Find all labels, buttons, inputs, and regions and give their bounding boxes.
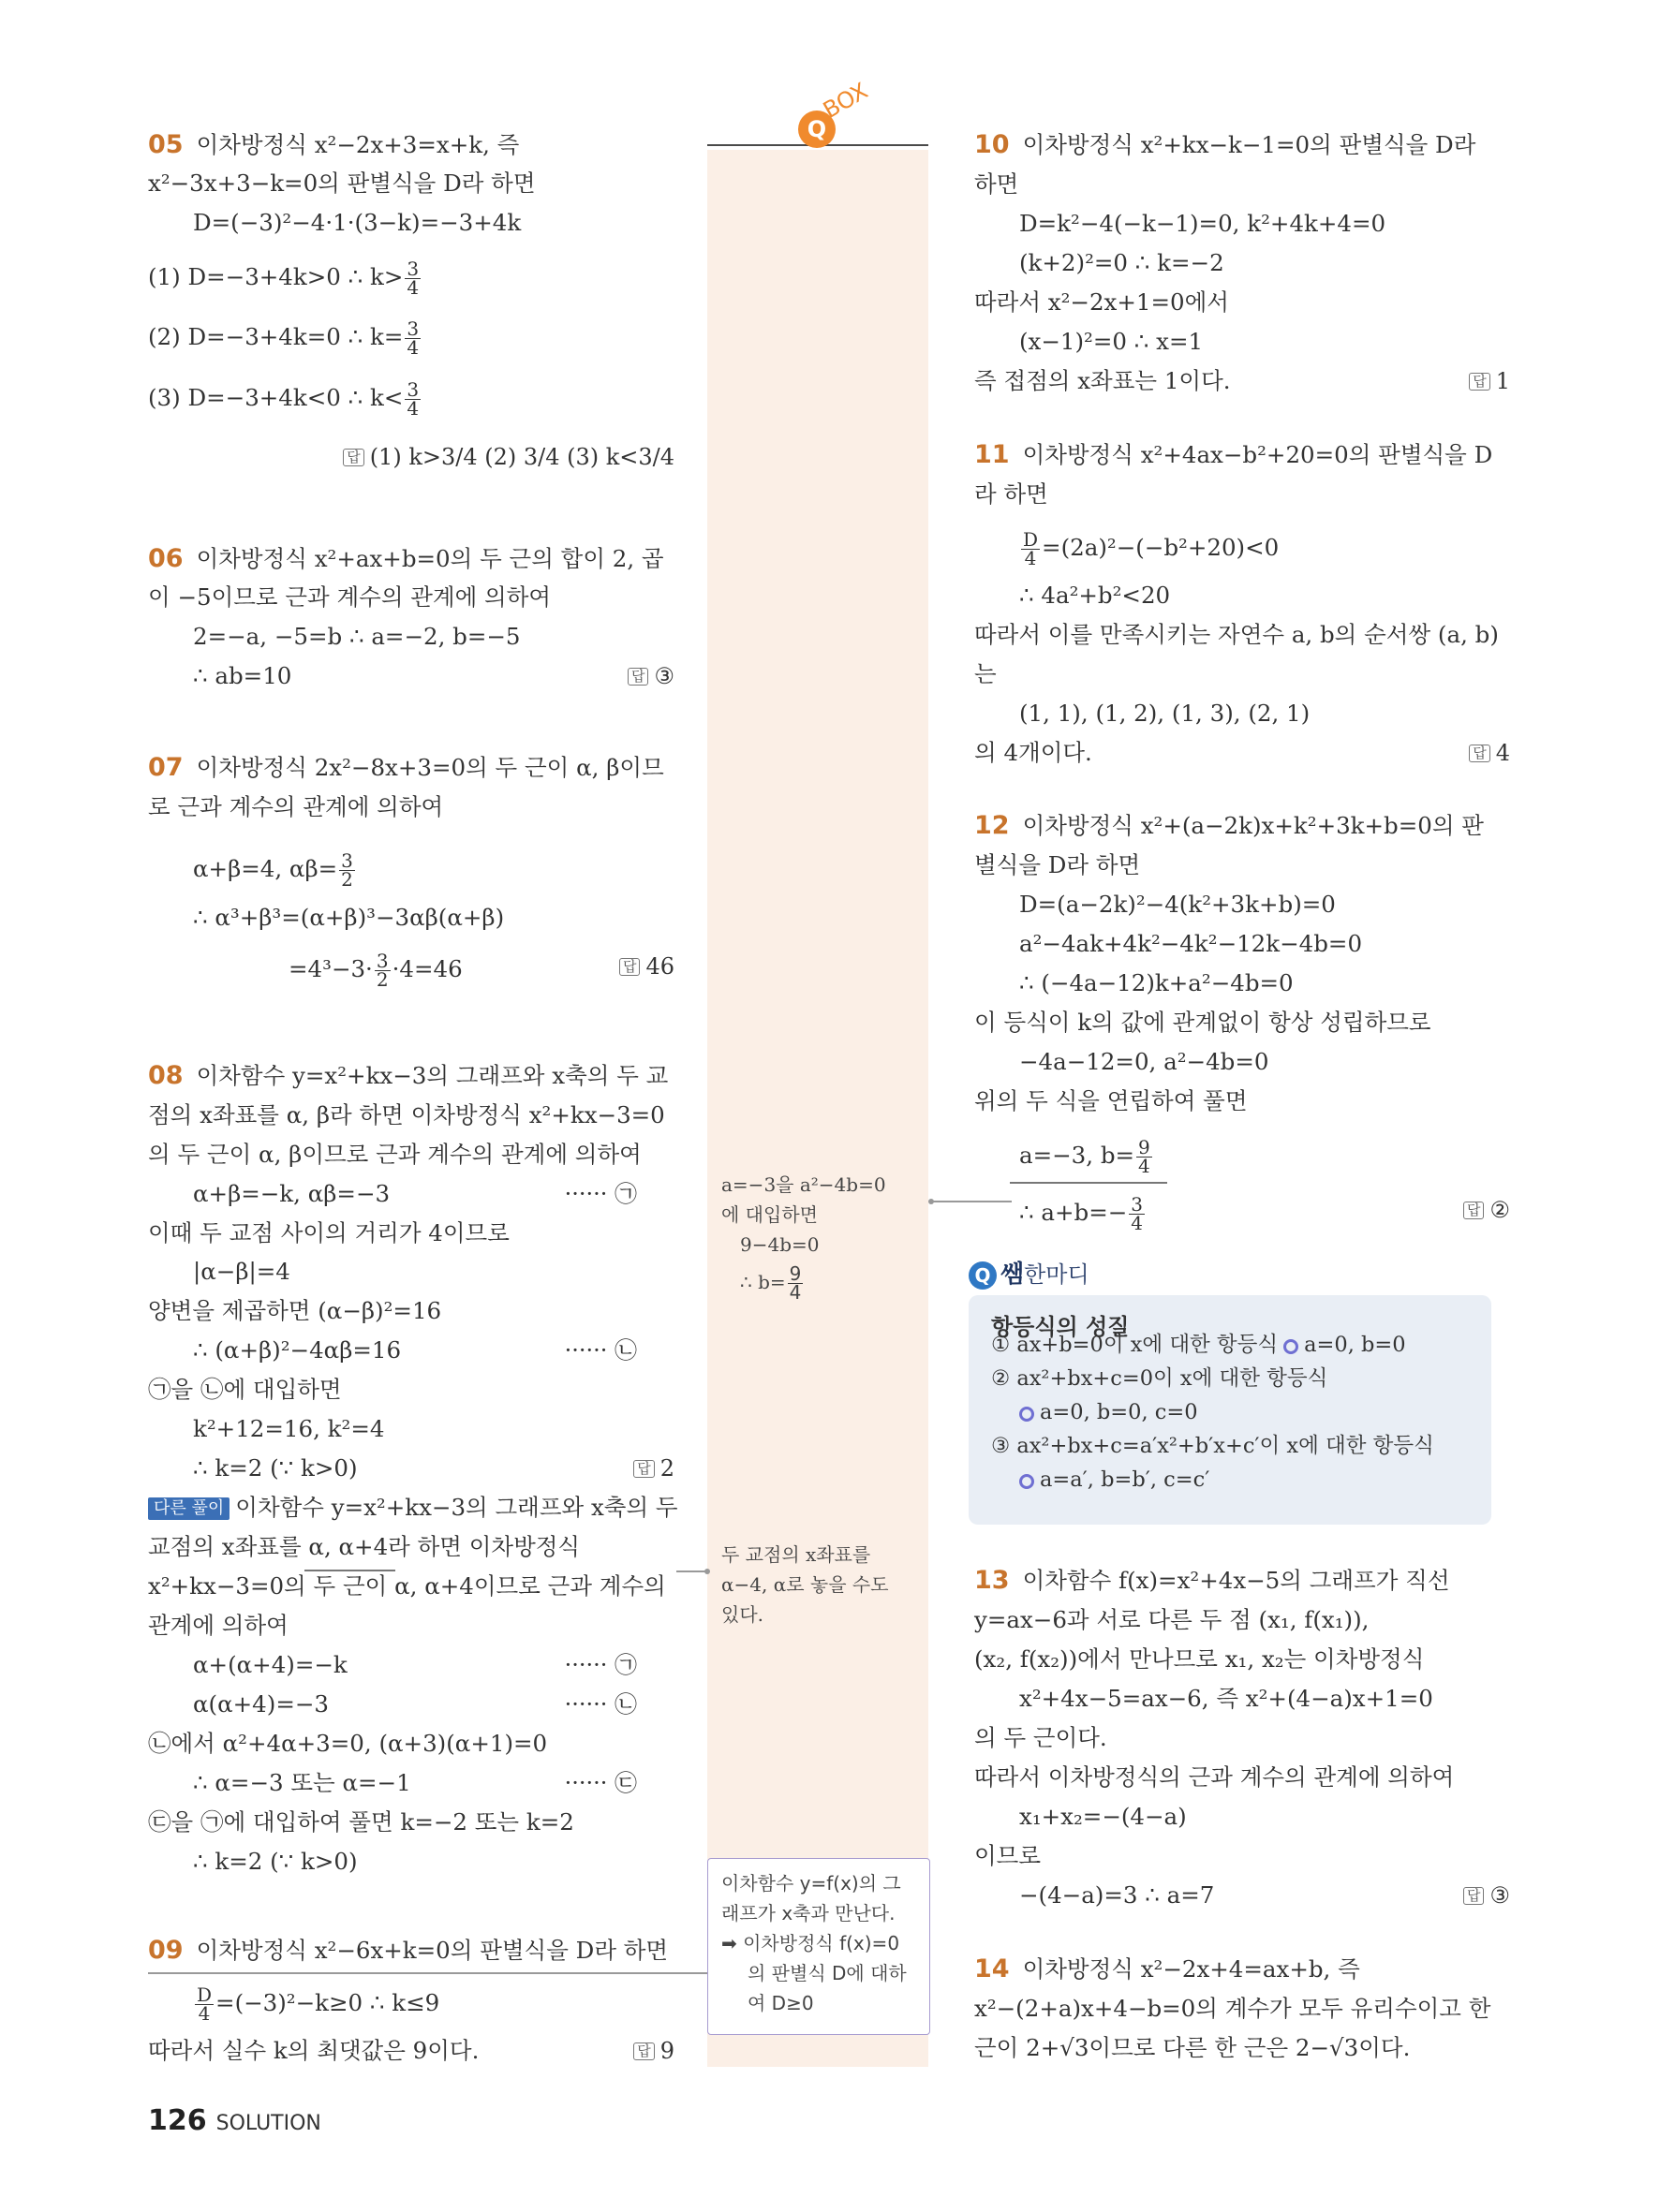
fraction [375, 952, 391, 989]
side-note-box-line: 여 D≥0 [748, 1992, 814, 2014]
side-note-text: α−4, α로 놓을 수도 [721, 1573, 889, 1596]
problem-number: 10 [974, 130, 1010, 159]
left-line-text: 의 두 근이 α, β이므로 근과 계수의 관계에 의하여 [148, 1141, 642, 1168]
left-line [193, 1454, 358, 1482]
right-line [974, 1645, 1424, 1674]
left-line-text: α+(α+4)=−k [193, 1651, 348, 1678]
answer-icon: 답 [1469, 373, 1490, 391]
left-line [193, 1983, 440, 2025]
right-line-text: y=ax−6과 서로 다른 두 점 (x₁, f(x₁)), [974, 1606, 1370, 1633]
fraction-denominator: 4 [407, 397, 420, 420]
right-line-text: 이 등식이 k의 값에 관계없이 항상 성립하므로 [974, 1009, 1431, 1036]
tip-line [991, 1331, 1406, 1359]
left-line-text: 양변을 제곱하면 (α−β)²=16 [148, 1297, 442, 1324]
fraction-numerator: D [1023, 528, 1039, 551]
right-line-text: 하면 [974, 170, 1019, 198]
fraction-denominator: 4 [407, 276, 420, 299]
left-line-text: 이차함수 y=x²+kx−3의 그래프와 x축의 두 교 [196, 1062, 669, 1089]
right-line-text: x₁+x₂=−(4−a) [1019, 1803, 1187, 1830]
right-line-text: =(2a)²−(−b²+20)<0 [1042, 534, 1280, 561]
right-line [974, 1606, 1369, 1634]
right-line-text: (x−1)²=0 ∴ x=1 [1019, 328, 1204, 355]
left-line [148, 131, 519, 159]
fraction [405, 260, 421, 297]
answer [633, 2037, 674, 2065]
fraction-denominator: 2 [376, 968, 389, 991]
left-line-text: 이 −5이므로 근과 계수의 관계에 의하여 [148, 583, 552, 611]
left-line-text: 이차함수 y=x²+kx−3의 그래프와 x축의 두 [235, 1494, 678, 1521]
right-line [1019, 249, 1224, 277]
right-line-text: 즉 접점의 x좌표는 1이다. [974, 367, 1231, 394]
left-line [193, 1180, 390, 1208]
side-note-box-line: 이차함수 y=f(x)의 그 [721, 1872, 901, 1895]
left-line-text: α+β=4, αβ= [193, 855, 338, 882]
tip-header-rest: 한마디 [1024, 1261, 1089, 1288]
tip-header [969, 1255, 1089, 1290]
equation-mark: ······ ㉠ [564, 1652, 637, 1678]
left-line-text: k²+12=16, k²=4 [193, 1415, 385, 1442]
left-line-text: x²+kx−3=0의 두 근이 α, α+4이므로 근과 계수의 [148, 1572, 666, 1600]
right-line-text: 의 두 근이다. [974, 1724, 1107, 1751]
answer-text: 4 [1495, 740, 1510, 766]
fraction-denominator: 4 [198, 2002, 211, 2025]
left-line-text: ∴ α=−3 또는 α=−1 [193, 1769, 411, 1796]
tip-title: 항등식의 성질 [991, 1314, 1130, 1340]
right-line [1019, 1193, 1147, 1234]
right-line-text: 이차방정식 x²+kx−k−1=0의 판별식을 D라 [1022, 131, 1476, 158]
right-line-text: (x₂, f(x₂))에서 만나므로 x₁, x₂는 이차방정식 [974, 1645, 1425, 1673]
left-line-text: (1) D=−3+4k>0 ∴ k> [148, 263, 404, 290]
side-note-line [740, 1231, 820, 1259]
left-line-text: 이차방정식 x²+ax+b=0의 두 근의 합이 2, 곱 [196, 545, 664, 572]
left-line [193, 1848, 358, 1876]
left-line [148, 378, 422, 420]
answer [343, 443, 674, 471]
equation-mark: ······ ㉡ [564, 1691, 637, 1718]
page-number: 126 [148, 2104, 207, 2137]
left-line [148, 1376, 342, 1404]
right-line-text: (1, 1), (1, 2), (1, 3), (2, 1) [1019, 700, 1311, 727]
left-line-text: α+β=−k, αβ=−3 [193, 1180, 391, 1207]
implies-icon [1019, 1474, 1034, 1489]
side-note-line [721, 1571, 889, 1599]
answer-text: 46 [645, 953, 674, 980]
fraction-denominator: 4 [789, 1281, 802, 1304]
left-line-text: ·4=46 [392, 955, 463, 982]
right-line [974, 739, 1092, 767]
implies-icon [1019, 1407, 1034, 1422]
fraction-numerator: D [197, 1983, 213, 2006]
left-line [148, 317, 422, 359]
equation-mark: ······ ㉠ [564, 1181, 637, 1207]
left-line [148, 1494, 678, 1522]
answer-icon: 답 [343, 449, 364, 466]
side-note-text: ∴ b= [740, 1271, 786, 1293]
left-line [193, 1690, 329, 1718]
left-line [148, 1297, 441, 1325]
fraction-denominator: 4 [1138, 1155, 1150, 1177]
right-line-text: 따라서 이차방정식의 근과 계수의 관계에 의하여 [974, 1763, 1455, 1791]
fraction [1136, 1136, 1152, 1177]
left-line [193, 1415, 384, 1443]
right-line [1019, 1048, 1268, 1076]
tip-line [1014, 1466, 1209, 1494]
side-note-line [721, 1541, 870, 1569]
equation-mark: ······ ㉢ [564, 1770, 637, 1796]
answer-text: 9 [659, 2038, 674, 2064]
underline [1010, 1182, 1167, 1184]
left-line [148, 1141, 642, 1169]
tip-line-text: ① ax+b=0이 x에 대한 항등식 [991, 1333, 1279, 1357]
answer [1469, 367, 1510, 395]
tip-line [1014, 1398, 1198, 1426]
problem-number: 13 [974, 1566, 1010, 1595]
left-line-text: α(α+4)=−3 [193, 1690, 329, 1718]
connector-line [931, 1201, 1012, 1202]
left-line-text: ∴ k=2 (∵ k>0) [193, 1848, 358, 1875]
right-line [974, 367, 1231, 395]
right-line-text: x²−(2+a)x+4−b=0의 계수가 모두 유리수이고 한 [974, 1995, 1491, 2022]
left-line [193, 1336, 401, 1364]
side-note-line [740, 1262, 805, 1304]
right-line-text: 위의 두 식을 연립하여 풀면 [974, 1087, 1248, 1114]
fraction [339, 849, 355, 891]
right-line-text: 는 [974, 660, 997, 687]
right-line [974, 170, 1018, 199]
right-line-text: −(4−a)=3 ∴ a=7 [1019, 1881, 1215, 1909]
fraction-denominator: 4 [407, 336, 420, 359]
left-line [193, 209, 521, 237]
answer-icon: 답 [633, 1460, 655, 1478]
left-line-text: ∴ α³+β³=(α+β)³−3αβ(α+β) [193, 904, 505, 931]
right-line-text: ∴ a+b=− [1019, 1199, 1128, 1226]
fraction-numerator: 3 [407, 258, 420, 280]
left-line-text: ㉡에서 α²+4α+3=0, (α+3)(α+1)=0 [148, 1730, 548, 1757]
left-line [193, 904, 504, 932]
answer-text: 2 [659, 1455, 674, 1482]
right-line [1019, 700, 1310, 728]
right-line [1019, 1803, 1187, 1831]
problem-number: 12 [974, 811, 1010, 840]
problem-number: 14 [974, 1954, 1010, 1983]
answer-icon: 답 [1469, 745, 1490, 762]
right-line [1019, 1881, 1214, 1910]
left-line [148, 754, 664, 782]
right-line [1019, 891, 1336, 919]
right-line [974, 621, 1499, 649]
side-note-text: 9−4b=0 [740, 1233, 820, 1256]
left-line-text: 이차방정식 x²−6x+k=0의 판별식을 D라 하면 [196, 1937, 669, 1964]
right-line-text: 이차함수 f(x)=x²+4x−5의 그래프가 직선 [1022, 1567, 1450, 1594]
side-note-box [707, 1858, 930, 2035]
left-line-text: 관계에 의하여 [148, 1612, 289, 1639]
fraction-denominator: 4 [1131, 1212, 1143, 1234]
left-line [148, 170, 536, 198]
right-line [974, 1842, 1041, 1870]
answer [633, 1454, 674, 1482]
right-line-text: 따라서 이를 만족시키는 자연수 a, b의 순서쌍 (a, b) [974, 621, 1499, 648]
answer-text: ③ [1489, 1882, 1510, 1909]
right-line-text: 별식을 D라 하면 [974, 851, 1141, 878]
right-line [974, 441, 1492, 469]
left-line [193, 1651, 348, 1679]
right-line-text: D=(a−2k)²−4(k²+3k+b)=0 [1019, 891, 1336, 918]
answer [619, 952, 674, 981]
right-line [1019, 1685, 1433, 1713]
fraction [195, 1983, 214, 2025]
qbox-side-strip [707, 150, 928, 2067]
right-line [974, 480, 1048, 509]
left-line [193, 849, 357, 891]
tip-line-text: ② ax²+bx+c=0이 x에 대한 항등식 [991, 1366, 1328, 1391]
fraction-numerator: 3 [407, 317, 420, 340]
fraction-numerator: 3 [1131, 1193, 1143, 1216]
fraction-numerator: 9 [789, 1262, 802, 1285]
right-line [1019, 969, 1294, 997]
left-line [148, 1572, 666, 1600]
right-line [974, 131, 1475, 159]
right-line [1019, 528, 1280, 569]
left-line [148, 1937, 668, 1965]
answer-text: 1 [1495, 368, 1510, 394]
left-line [148, 1062, 668, 1090]
side-note-box-line: 래프가 x축과 만난다. [721, 1902, 896, 1924]
left-line [148, 1808, 574, 1836]
left-line-text: ㉠을 ㉡에 대입하면 [148, 1376, 342, 1403]
left-line [289, 952, 463, 989]
fraction-numerator: 3 [341, 849, 353, 872]
answer-icon: 답 [1463, 1887, 1485, 1905]
fraction-numerator: 3 [407, 378, 420, 401]
right-line [974, 1955, 1360, 1983]
fraction [788, 1262, 804, 1304]
right-line [1019, 930, 1362, 958]
right-line [974, 812, 1484, 840]
left-line [148, 1730, 547, 1758]
right-line-text: −4a−12=0, a²−4b=0 [1019, 1048, 1269, 1075]
right-line-text: x²+4x−5=ax−6, 즉 x²+(4−a)x+1=0 [1019, 1685, 1433, 1712]
underline [304, 1570, 395, 1571]
left-line [148, 583, 551, 612]
right-line [1019, 1136, 1154, 1177]
connector-line [148, 1972, 707, 1974]
q-icon: Q [969, 1261, 997, 1290]
fraction-numerator: 9 [1138, 1136, 1150, 1158]
right-line-text: (k+2)²=0 ∴ k=−2 [1019, 249, 1224, 276]
qbox-word: BOX [819, 77, 873, 124]
equation-mark: ······ ㉡ [564, 1337, 637, 1364]
left-line [148, 545, 664, 573]
qbox-logo-icon: Q [798, 111, 836, 148]
right-line-text: 의 4개이다. [974, 739, 1092, 766]
answer-icon: 답 [628, 668, 649, 686]
answer [1463, 1196, 1510, 1224]
answer-icon: 답 [633, 2042, 655, 2060]
left-line [193, 1258, 290, 1286]
answer [1469, 739, 1510, 767]
left-line-text: (3) D=−3+4k<0 ∴ k< [148, 384, 404, 411]
right-line-text: 근이 2+√3이므로 다른 한 근은 2−√3이다. [974, 2034, 1411, 2061]
right-line-text: a²−4ak+4k²−4k²−12k−4b=0 [1019, 930, 1363, 957]
right-line-text: 이차방정식 x²+4ax−b²+20=0의 판별식을 D [1022, 441, 1493, 468]
left-line-text: 이차방정식 x²−2x+3=x+k, 즉 [196, 131, 520, 158]
right-line-text: a=−3, b= [1019, 1142, 1135, 1169]
problem-number: 06 [148, 544, 184, 573]
right-line [974, 1087, 1248, 1115]
left-line-text: ∴ (α+β)²−4αβ=16 [193, 1336, 402, 1364]
answer-icon: 답 [619, 958, 641, 976]
side-note-box-line: ➡ 이차방정식 f(x)=0 [721, 1932, 900, 1954]
left-line-text: 따라서 실수 k의 최댓값은 9이다. [148, 2037, 480, 2064]
right-line-text: 따라서 x²−2x+1=0에서 [974, 288, 1229, 316]
alt-solution-tag: 다른 풀이 [148, 1497, 230, 1520]
tip-line-result: a=0, b=0 [1304, 1333, 1406, 1357]
side-note-line [721, 1171, 886, 1199]
left-line [193, 623, 520, 651]
right-line [974, 1724, 1107, 1752]
fraction [1129, 1193, 1145, 1234]
page-footer [148, 2104, 321, 2137]
left-line-text: x²−3x+3−k=0의 판별식을 D라 하면 [148, 170, 536, 197]
left-line [148, 1612, 289, 1640]
page-label: SOLUTION [215, 2112, 321, 2135]
left-line-text: =(−3)²−k≥0 ∴ k≤9 [215, 1989, 440, 2016]
left-line [148, 260, 422, 297]
problem-number: 08 [148, 1061, 184, 1090]
right-line [974, 660, 997, 688]
implies-icon [1283, 1339, 1298, 1354]
right-line [974, 288, 1229, 317]
side-note-box-line: 의 판별식 D에 대하 [748, 1962, 907, 1984]
tip-line-result: a=0, b=0, c=0 [1040, 1400, 1198, 1424]
side-note-text: 두 교점의 x좌표를 [721, 1543, 871, 1566]
left-line-text: 이때 두 교점 사이의 거리가 4이므로 [148, 1219, 510, 1246]
problem-number: 11 [974, 440, 1010, 469]
left-line-text: D=(−3)²−4·1·(3−k)=−3+4k [193, 209, 522, 236]
side-note-text: 에 대입하면 [721, 1203, 818, 1226]
tip-line-text: ③ ax²+bx+c=a′x²+b′x+c′이 x에 대한 항등식 [991, 1434, 1434, 1458]
left-line-text: 이차방정식 2x²−8x+3=0의 두 근이 α, β이므 [196, 754, 664, 781]
side-note-line [721, 1600, 763, 1629]
tip-line [991, 1364, 1327, 1393]
right-line [1019, 582, 1170, 610]
fraction [1021, 528, 1040, 569]
right-line-text: ∴ 4a²+b²<20 [1019, 582, 1171, 609]
connector-dot [928, 1199, 934, 1204]
right-line [974, 851, 1140, 879]
left-line-text: (2) D=−3+4k=0 ∴ k= [148, 323, 404, 350]
tip-line [991, 1432, 1434, 1460]
right-line [974, 1567, 1450, 1595]
fraction-denominator: 2 [341, 868, 353, 891]
tip-line-result: a=a′, b=b′, c=c′ [1040, 1467, 1210, 1492]
fraction [405, 317, 421, 359]
right-line-text: 이므로 [974, 1842, 1042, 1869]
left-line [148, 2037, 479, 2065]
right-line-text: 이차방정식 x²−2x+4=ax+b, 즉 [1022, 1955, 1360, 1983]
answer-text: ③ [654, 663, 674, 689]
connector-line [676, 1571, 706, 1572]
left-line-text: |α−β|=4 [193, 1258, 290, 1285]
left-line-text: ㉢을 ㉠에 대입하여 풀면 k=−2 또는 k=2 [148, 1808, 574, 1836]
answer-icon: 답 [1463, 1202, 1485, 1219]
right-line [974, 1995, 1490, 2023]
side-note-text: a=−3을 a²−4b=0 [721, 1173, 886, 1196]
right-line [1019, 328, 1203, 356]
fraction [405, 378, 421, 420]
left-line-text: 2=−a, −5=b ∴ a=−2, b=−5 [193, 623, 521, 650]
left-line-text: ∴ ab=10 [193, 662, 292, 689]
left-line [148, 1219, 510, 1247]
left-line-text: 점의 x좌표를 α, β라 하면 이차방정식 x²+kx−3=0 [148, 1101, 665, 1128]
left-line-text: 교점의 x좌표를 α, α+4라 하면 이차방정식 [148, 1533, 581, 1560]
problem-number: 07 [148, 753, 184, 782]
left-line-text: ∴ k=2 (∵ k>0) [193, 1454, 358, 1482]
side-note-text: 있다. [721, 1603, 763, 1626]
left-line-text: =4³−3· [289, 955, 373, 982]
right-line [974, 2034, 1410, 2062]
left-line [193, 1769, 411, 1797]
right-line [974, 1009, 1431, 1037]
right-line [1019, 210, 1385, 238]
answer [628, 662, 674, 690]
side-note-line [721, 1201, 818, 1229]
answer-text: ② [1489, 1197, 1510, 1223]
left-line [148, 1101, 665, 1129]
answer-text: (1) k>3/4 (2) 3/4 (3) k<3/4 [369, 444, 674, 470]
left-line [148, 1533, 580, 1561]
left-line-text: 로 근과 계수의 관계에 의하여 [148, 793, 444, 820]
fraction-denominator: 4 [1024, 547, 1037, 569]
connector-dot [704, 1569, 710, 1574]
right-line-text: ∴ (−4a−12)k+a²−4b=0 [1019, 969, 1294, 996]
answer [1463, 1881, 1510, 1910]
tip-header-ssam: 쌤 [1000, 1261, 1025, 1289]
left-line [148, 793, 443, 821]
fraction-numerator: 3 [376, 950, 389, 972]
left-line [193, 662, 291, 690]
problem-number: 05 [148, 130, 184, 159]
right-line-text: 이차방정식 x²+(a−2k)x+k²+3k+b=0의 판 [1022, 812, 1484, 839]
right-line-text: D=k²−4(−k−1)=0, k²+4k+4=0 [1019, 210, 1386, 237]
problem-number: 09 [148, 1936, 184, 1965]
right-line-text: 라 하면 [974, 480, 1048, 508]
right-line [974, 1763, 1454, 1792]
